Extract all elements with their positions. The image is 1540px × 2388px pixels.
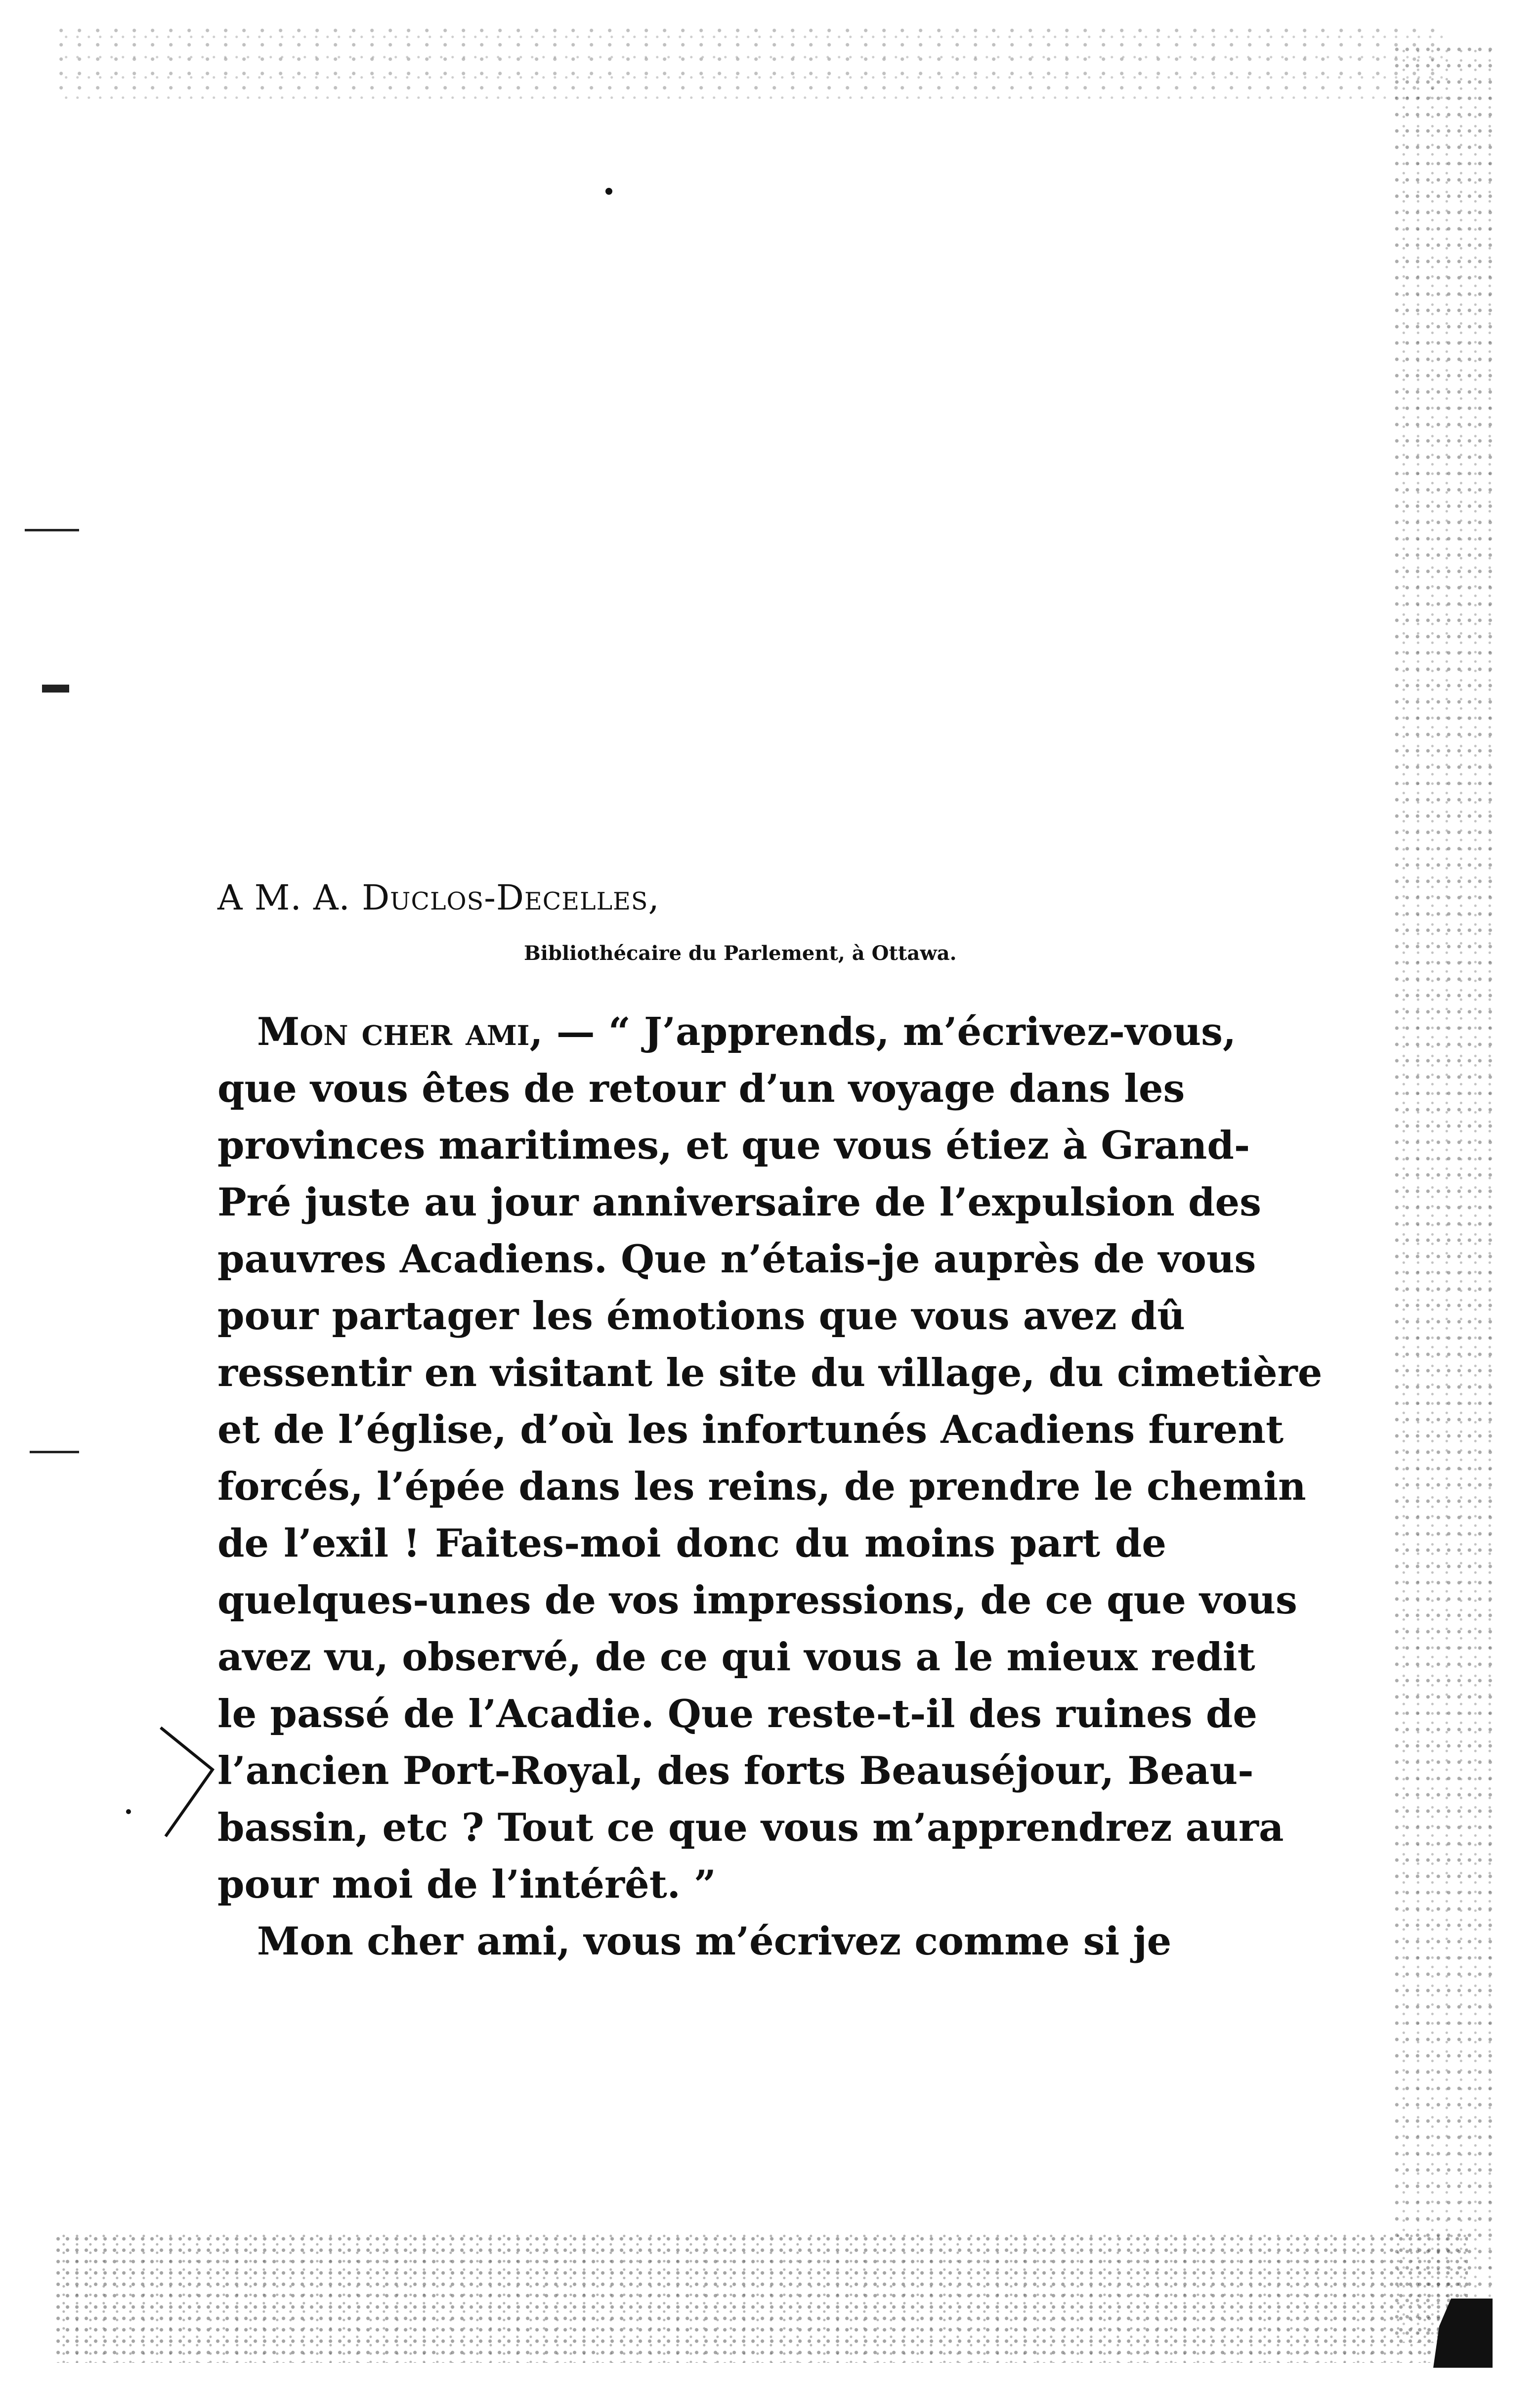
scan-noise-top <box>59 25 1443 99</box>
stray-mark <box>605 188 612 195</box>
body-line-text: et de l’église, d’où les infortunés Acadiens furent <box>217 1407 1284 1452</box>
margin-mark <box>30 1451 79 1453</box>
margin-mark <box>42 685 69 693</box>
body-line-text: Pré juste au jour anniversaire de l’expulsion des <box>217 1180 1262 1225</box>
dedication-prefix: A M. A. <box>217 877 350 918</box>
body-line <box>217 1288 1185 1345</box>
body-line-text: pour moi de l’intérêt. ” <box>217 1862 716 1907</box>
body-line <box>217 1629 1255 1686</box>
body-line-text: le passé de l’Acadie. Que reste-t-il des ruines de <box>217 1692 1258 1737</box>
body-line-text: avez vu, observé, de ce qui vous a le mieux redit <box>217 1635 1255 1680</box>
body-line <box>217 1686 1258 1742</box>
body-line <box>217 1401 1284 1458</box>
body-line-text: forcés, l’épée dans les reins, de prendre le chemin <box>217 1464 1306 1509</box>
body-line <box>217 1060 1185 1117</box>
dedication-name: Duclos-Decelles, <box>362 877 660 918</box>
body-line-text: que vous êtes de retour d’un voyage dans les <box>217 1066 1185 1111</box>
body-line <box>217 1572 1297 1629</box>
dedication-heading <box>217 877 660 918</box>
body-line <box>217 1117 1250 1174</box>
body-line <box>217 1174 1262 1231</box>
body-line <box>217 1515 1166 1572</box>
margin-bracket-mark <box>158 1725 217 1839</box>
scan-noise-right <box>1394 44 1493 2343</box>
body-line <box>217 1799 1284 1856</box>
body-line-text: l’ancien Port-Royal, des forts Beauséjour, Beau- <box>217 1748 1254 1793</box>
scan-noise-bottom <box>54 2234 1468 2363</box>
stray-mark <box>126 1809 131 1814</box>
body-line-text: quelques-unes de vos impressions, de ce que vous <box>217 1578 1297 1623</box>
dedication-affiliation: Bibliothécaire du Parlement, à Ottawa. <box>524 942 957 965</box>
body-line <box>217 1345 1323 1401</box>
body-line <box>217 1742 1254 1799</box>
body-line <box>217 1856 1166 1913</box>
body-line <box>257 1913 1172 1970</box>
body-line-text: pauvres Acadiens. Que n’étais-je auprès de vous <box>217 1237 1256 1282</box>
body-line-text: Mon cher ami, vous m’écrivez comme si je <box>257 1919 1172 1964</box>
body-line <box>217 1231 1256 1288</box>
body-line <box>257 1003 1237 1060</box>
salutation: Mon cher ami <box>257 1009 530 1054</box>
body-line-text: , — “ J’apprends, m’écrivez-vous, <box>529 1009 1237 1054</box>
body-line-text: provinces maritimes, et que vous étiez à Grand- <box>217 1123 1250 1168</box>
body-line-text: ressentir en visitant le site du village, du cimetière <box>217 1350 1323 1395</box>
margin-mark <box>25 529 79 531</box>
body-line-text: bassin, etc ? Tout ce que vous m’apprendrez aura <box>217 1805 1284 1850</box>
body-line-text: de l’exil ! Faites-moi donc du moins part de <box>217 1521 1166 1566</box>
body-line-text: pour partager les émotions que vous avez dû <box>217 1294 1185 1339</box>
body-line <box>217 1458 1306 1515</box>
